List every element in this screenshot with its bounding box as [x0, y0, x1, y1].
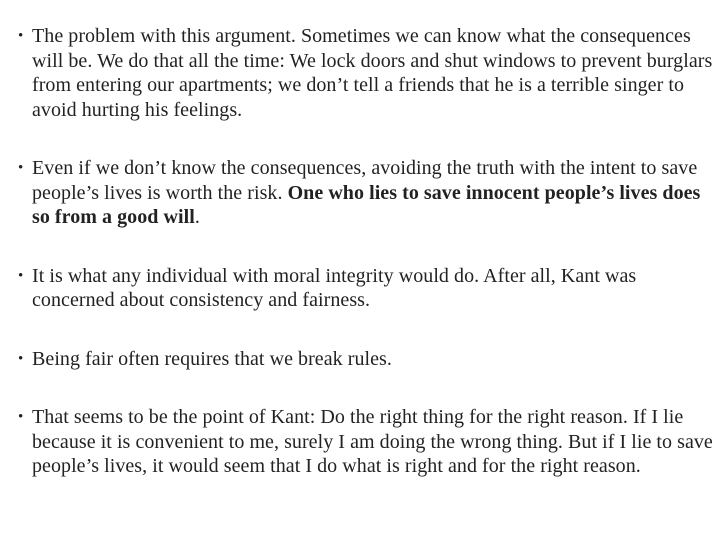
bullet-item	[18, 405, 714, 479]
bullet-text-end: .	[194, 206, 200, 228]
bullet-text: That seems to be the point of Kant: Do the right thing for the right reason. If I lie because it is convenient to me, surely I am doing the wrong thing. But if I lie to save people’s lives, it would seem that I do what is right and for the right reason.	[32, 406, 713, 477]
bullet-bold-text: One who lies to save innocent people’s lives does so from a good will	[32, 181, 701, 228]
bullet-item	[18, 24, 714, 122]
bullet-text: Being fair often requires that we break rules.	[32, 347, 392, 370]
bullet-text: Even if we don’t know the consequences, avoiding the truth with the intent to save people’s lives is worth the risk.	[32, 157, 698, 204]
bullet-marker: •	[18, 160, 24, 176]
bullet-marker: •	[18, 409, 24, 425]
bullet-text: The problem with this argument. Sometimes we can know what the consequences will be. We do that all the time: We lock doors and shut windows to prevent burglars from entering our apartments; we don’t tell a friends that he is a terrible singer to avoid hurting his feelings.	[32, 25, 713, 121]
bullet-list	[18, 24, 714, 479]
bullet-marker: •	[18, 28, 24, 44]
bullet-text: It is what any individual with moral integrity would do. After all, Kant was concerned about consistency and fairness.	[32, 264, 637, 311]
bullet-marker: •	[18, 350, 24, 367]
bullet-item	[18, 347, 714, 372]
bullet-item	[18, 156, 714, 230]
bullet-item	[18, 264, 714, 313]
bullet-marker: •	[18, 267, 24, 284]
